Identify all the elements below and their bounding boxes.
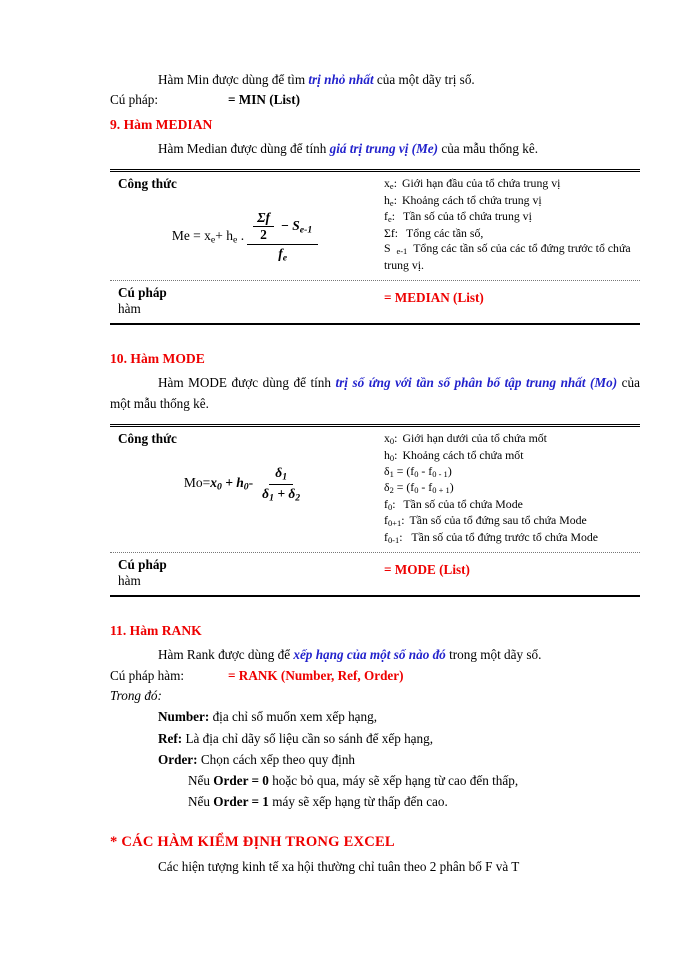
median-formula-label: Công thức bbox=[118, 176, 177, 192]
min-syntax-value: = MIN (List) bbox=[228, 92, 300, 108]
definition-item: $f_{0-1}$: Tần số của tổ đứng trước tổ chứa Mode bbox=[384, 529, 598, 545]
rank-heading: 11. Hàm RANK bbox=[110, 623, 202, 639]
mode-description-emphasis: trị số ứng với tần số phân bố tập trung nhất (Mo) bbox=[335, 375, 618, 391]
definition-item: S $_{e-1}$ Tổng các tần số của các tổ đứng trước tổ chứa trung vị. bbox=[384, 241, 631, 272]
rank-param-item bbox=[158, 749, 640, 770]
mode-formula-row bbox=[110, 427, 640, 553]
rank-order-note-bold: Order = 0 bbox=[213, 772, 269, 788]
rank-in-which-label: Trong đó: bbox=[110, 688, 162, 704]
mode-syntax-value-cell bbox=[378, 553, 640, 595]
rank-param-item bbox=[158, 728, 640, 749]
rank-syntax-label: Cú pháp hàm: bbox=[110, 667, 184, 683]
definition-item: Σf: Tổng các tần số, bbox=[384, 225, 484, 240]
definition-item: $f_0$: Tần số của tổ chứa Mode bbox=[384, 496, 523, 512]
median-description-emphasis: giá trị trung vị (Me) bbox=[329, 140, 439, 156]
mode-formula-cell bbox=[110, 427, 378, 552]
median-syntax-label-cell bbox=[110, 281, 378, 323]
rank-order-note-pre: Nếu bbox=[188, 772, 214, 788]
mode-syntax-label-cell bbox=[110, 553, 378, 595]
rank-param-desc: địa chỉ số muốn xem xếp hạng, bbox=[209, 709, 378, 725]
mode-syntax-row bbox=[110, 553, 640, 595]
definition-item: $f_e$: Tần số của tổ chứa trung vị bbox=[384, 209, 532, 225]
definition-item: $\delta_1 = (f_0 - f_{0 - 1})$ bbox=[384, 464, 452, 480]
rank-syntax-value: = RANK (Number, Ref, Order) bbox=[228, 667, 404, 683]
median-syntax-label-line2: hàm bbox=[118, 301, 141, 317]
mode-formula-math: $Mo=x_0 + h_0-$ $\frac{\delta_1}{\delta_1 + \delta_2}$ bbox=[183, 465, 301, 504]
min-description-post: của một dãy trị số. bbox=[373, 72, 475, 87]
median-formula-math: $Me = x_e+ h_e$ . $\frac{\Sigma f}{2}$ − $S_{e-1}$ $f_e$ bbox=[118, 210, 372, 263]
definition-item: $h_e$: Khoảng cách tổ chứa trung vị bbox=[384, 192, 542, 208]
definition-item: $\delta_2 = (f_0 - f_{0 + 1})$ bbox=[384, 480, 454, 496]
min-description-pre: Hàm Min được dùng để tìm bbox=[158, 72, 309, 87]
rank-param-item bbox=[158, 706, 640, 727]
rank-order-note bbox=[188, 770, 640, 791]
rank-order-note-post: máy sẽ xếp hạng từ thấp đến cao. bbox=[268, 793, 448, 809]
min-description bbox=[110, 70, 640, 90]
mode-formula-label: Công thức bbox=[118, 431, 177, 447]
median-syntax-row bbox=[110, 281, 640, 323]
median-formula-cell bbox=[110, 172, 378, 280]
rank-order-note-pre: Nếu bbox=[188, 793, 214, 809]
median-syntax-value: = MEDIAN (List) bbox=[384, 290, 484, 306]
rank-param-desc: Chọn cách xếp theo quy định bbox=[197, 751, 356, 767]
mode-syntax-label-line1: Cú pháp bbox=[118, 557, 167, 573]
definition-item: $h_0$: Khoảng cách tổ chứa mốt bbox=[384, 447, 524, 463]
min-description-emphasis: trị nhỏ nhất bbox=[308, 72, 374, 87]
mode-description-post: của một mẫu thống kê. bbox=[110, 375, 640, 411]
mode-description bbox=[110, 373, 640, 414]
median-description bbox=[110, 139, 640, 159]
median-formula-table bbox=[110, 169, 640, 325]
rank-order-note-post: hoặc bỏ qua, máy sẽ xếp hạng từ cao đến thấp, bbox=[268, 772, 519, 788]
rank-param-name: Ref: bbox=[158, 730, 183, 746]
mode-heading: 10. Hàm MODE bbox=[110, 351, 205, 367]
rank-description-emphasis: xếp hạng của một số nào đó bbox=[293, 647, 446, 663]
rank-param-desc: Là địa chỉ dãy số liệu cần so sánh để xếp hạng, bbox=[182, 730, 434, 746]
rank-order-note bbox=[188, 791, 640, 812]
median-definitions-cell bbox=[378, 172, 640, 280]
rank-description-pre: Hàm Rank được dùng để bbox=[158, 647, 294, 663]
rank-syntax-line bbox=[110, 666, 640, 686]
page-content bbox=[110, 70, 640, 878]
rank-param-name: Order: bbox=[158, 751, 198, 767]
mode-formula-table bbox=[110, 424, 640, 597]
rank-param-name: Number: bbox=[158, 709, 210, 725]
median-description-post: của mẫu thống kê. bbox=[438, 140, 539, 156]
mode-syntax-label-line2: hàm bbox=[118, 573, 141, 589]
median-syntax-value-cell bbox=[378, 281, 640, 323]
rank-order-note-bold: Order = 1 bbox=[213, 793, 269, 809]
median-formula-row bbox=[110, 172, 640, 281]
median-description-pre: Hàm Median được dùng để tính bbox=[158, 140, 330, 156]
rank-description-post: trong một dãy số. bbox=[445, 647, 542, 663]
test-section-heading: * CÁC HÀM KIỂM ĐỊNH TRONG EXCEL bbox=[110, 834, 395, 851]
definition-item: $x_e$: Giới hạn đầu của tổ chứa trung vị bbox=[384, 176, 561, 192]
min-syntax-label: Cú pháp: bbox=[110, 92, 158, 108]
min-syntax-line bbox=[110, 90, 640, 110]
mode-syntax-value: = MODE (List) bbox=[384, 562, 470, 578]
median-heading: 9. Hàm MEDIAN bbox=[110, 116, 213, 132]
rank-description bbox=[110, 645, 640, 665]
definition-item: $x_0$: Giới hạn dưới của tổ chứa mốt bbox=[384, 431, 547, 447]
median-syntax-label-line1: Cú pháp bbox=[118, 285, 167, 301]
mode-description-pre: Hàm MODE được dùng để tính bbox=[158, 375, 336, 391]
mode-definitions-cell bbox=[378, 427, 640, 552]
test-section-description: Các hiện tượng kinh tế xa hội thường chỉ tuân theo 2 phân bố F và T bbox=[158, 859, 520, 875]
definition-item: $f_{0+1}$: Tần số của tổ đứng sau tổ chứa Mode bbox=[384, 513, 587, 529]
